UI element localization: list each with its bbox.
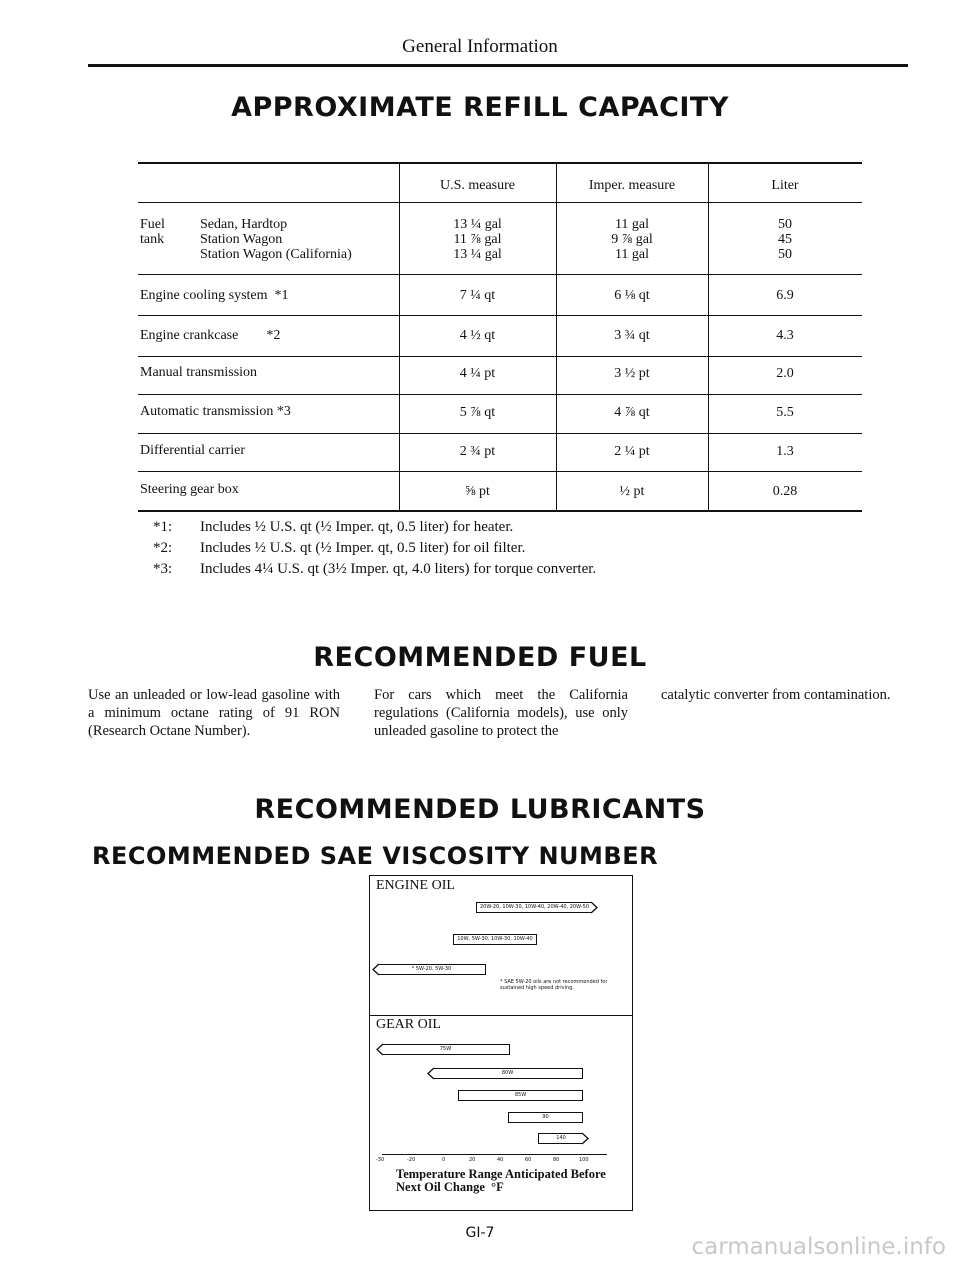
row-label: Engine cooling system *1: [140, 288, 289, 303]
liter-value: 50: [778, 217, 792, 232]
table-top-rule: [138, 162, 862, 164]
us-value: 11 ⅞ gal: [453, 232, 502, 247]
table-rule: [138, 394, 862, 395]
chart-caption-line1: Temperature Range Anticipated Before: [396, 1167, 606, 1181]
us-value: 7 ¼ qt: [459, 288, 496, 303]
engine-oil-label: ENGINE OIL: [376, 878, 455, 893]
footnote-mark: *1:: [153, 519, 173, 535]
liter-value: 6.9: [776, 288, 794, 303]
imperial-value: 2 ¼ pt: [614, 444, 650, 459]
gear-oil-bar: 140: [538, 1133, 583, 1144]
axis-tick-label: 80: [553, 1157, 560, 1163]
temperature-axis: [382, 1154, 607, 1155]
axis-tick-label: 60: [525, 1157, 532, 1163]
table-bottom-rule: [138, 510, 862, 512]
engine-oil-note: * SAE 5W-20 oils are not recommended for sustained high speed driving.: [500, 979, 608, 991]
column-header-imperial: Imper. measure: [588, 178, 676, 193]
fuel-paragraph-col1: Use an unleaded or low-lead gasoline with a minimum octane rating of 91 RON (Research Octane Number).: [88, 687, 340, 739]
axis-tick-label: 40: [497, 1157, 504, 1163]
footnote-text: Includes ½ U.S. qt (½ Imper. qt, 0.5 liter) for oil filter.: [200, 540, 526, 556]
column-header-us: U.S. measure: [439, 178, 516, 193]
imperial-value: 3 ¾ qt: [614, 328, 650, 343]
table-rule: [138, 356, 862, 357]
imperial-value: 4 ⅞ qt: [614, 405, 650, 420]
table-rule: [138, 202, 862, 203]
gear-oil-bar: 80W: [433, 1068, 583, 1079]
axis-tick-label: 20: [469, 1157, 476, 1163]
row-label: Steering gear box: [140, 482, 239, 497]
gear-oil-label: GEAR OIL: [376, 1017, 441, 1032]
row-label: Automatic transmission *3: [140, 404, 291, 419]
imperial-value: 3 ½ pt: [614, 366, 650, 381]
us-value: 2 ¾ pt: [459, 444, 496, 459]
gear-oil-bar: 85W: [458, 1090, 583, 1101]
row-label: Manual transmission: [140, 365, 258, 380]
row-label: Station Wagon (California): [200, 247, 352, 262]
axis-tick-label: 0: [442, 1157, 446, 1163]
engine-oil-bar: 20W-20, 10W-30, 10W-40, 20W-40, 20W-50: [476, 902, 592, 913]
us-value: 5 ⅞ qt: [459, 405, 496, 420]
row-label: Sedan, Hardtop: [200, 217, 288, 232]
us-value: 13 ¼ gal: [453, 217, 502, 232]
bar-arrow-right: [582, 1132, 590, 1145]
row-label: Differential carrier: [140, 443, 246, 458]
fuel-label: Fuel: [140, 217, 165, 232]
row-label: Station Wagon: [200, 232, 283, 247]
imperial-value: 6 ⅛ qt: [614, 288, 650, 303]
recommended-fuel-title: RECOMMENDED FUEL: [313, 642, 647, 673]
watermark: carmanualsonline.info: [691, 1234, 946, 1260]
row-label: Engine crankcase *2: [140, 328, 281, 343]
liter-value: 1.3: [776, 444, 794, 459]
imperial-value: ½ pt: [619, 484, 645, 499]
table-rule: [138, 471, 862, 472]
imperial-value: 9 ⅞ gal: [611, 232, 653, 247]
us-value: 13 ¼ gal: [453, 247, 502, 262]
chart-caption-line2: Next Oil Change °F: [396, 1180, 504, 1194]
fuel-paragraph-col3: catalytic converter from contamination.: [661, 687, 891, 703]
header-rule: [88, 64, 908, 67]
bar-arrow-left: [376, 1043, 384, 1056]
liter-value: 45: [778, 232, 792, 247]
engine-oil-bar: 10W, 5W-30, 10W-30, 10W-40: [453, 934, 537, 945]
liter-value: 5.5: [776, 405, 794, 420]
table-rule: [138, 433, 862, 434]
footnote-mark: *3:: [153, 561, 173, 577]
bar-arrow-right: [591, 901, 599, 914]
liter-value: 50: [778, 247, 792, 262]
footnote-text: Includes 4¼ U.S. qt (3½ Imper. qt, 4.0 liters) for torque converter.: [200, 561, 597, 577]
sae-viscosity-title: RECOMMENDED SAE VISCOSITY NUMBER: [92, 842, 659, 870]
axis-tick-label: -30: [376, 1157, 385, 1163]
axis-tick-label: 100: [579, 1157, 589, 1163]
axis-tick-label: -20: [407, 1157, 416, 1163]
table-rule: [138, 315, 862, 316]
bar-arrow-left: [372, 963, 380, 976]
table-rule: [138, 274, 862, 275]
footnote-mark: *2:: [153, 540, 173, 556]
liter-value: 2.0: [776, 366, 794, 381]
bar-arrow-left: [427, 1067, 435, 1080]
fuel-paragraph-col2: For cars which meet the California regulations (California models), use only unleaded gasoline to protect the: [374, 687, 628, 739]
engine-oil-bar: * 5W-20, 5W-30: [378, 964, 486, 975]
gear-oil-bar: 75W: [382, 1044, 510, 1055]
column-header-liter: Liter: [771, 178, 799, 193]
gear-oil-bar: 90: [508, 1112, 583, 1123]
viscosity-chart: [369, 875, 633, 1211]
tank-label: tank: [140, 232, 165, 247]
imperial-value: 11 gal: [614, 217, 650, 232]
us-value: 4 ½ qt: [459, 328, 496, 343]
imperial-value: 11 gal: [614, 247, 650, 262]
liter-value: 4.3: [776, 328, 794, 343]
us-value: ⅝ pt: [465, 484, 490, 499]
page-header: General Information: [402, 36, 558, 57]
recommended-lubricants-title: RECOMMENDED LUBRICANTS: [254, 794, 706, 825]
liter-value: 0.28: [772, 484, 798, 499]
refill-capacity-title: APPROXIMATE REFILL CAPACITY: [231, 92, 729, 123]
us-value: 4 ¼ pt: [459, 366, 496, 381]
footnote-text: Includes ½ U.S. qt (½ Imper. qt, 0.5 liter) for heater.: [200, 519, 514, 535]
page-number: GI-7: [465, 1225, 495, 1241]
